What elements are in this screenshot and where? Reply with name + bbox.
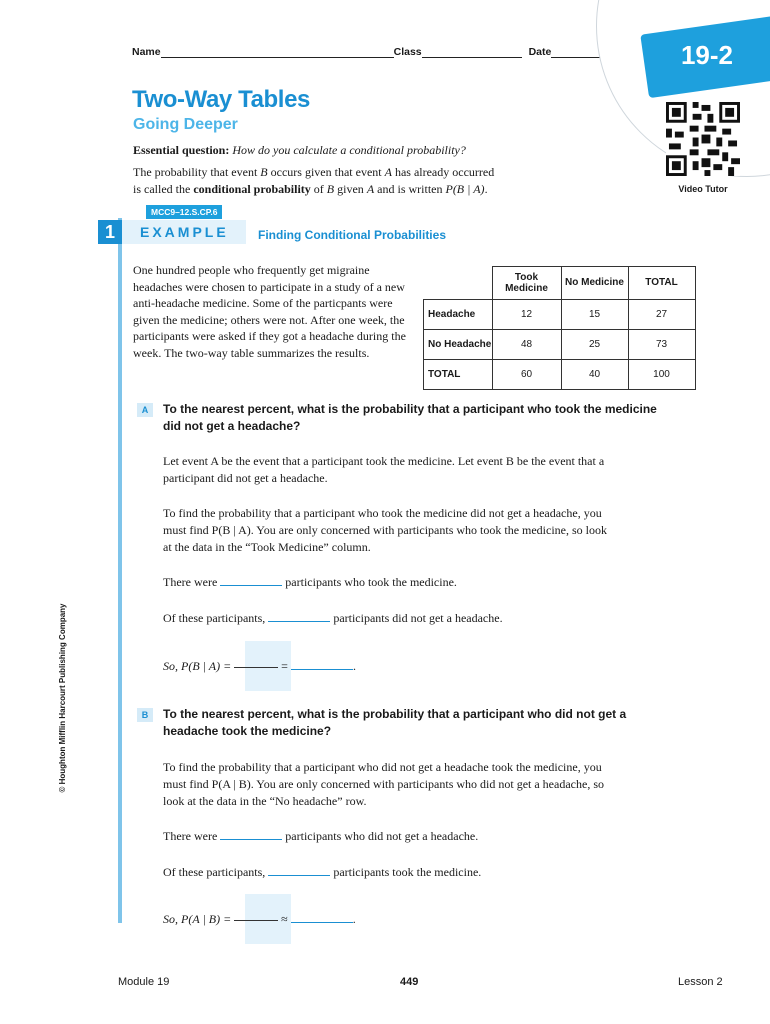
class-label: Class (393, 46, 422, 58)
line-text: Of these participants, (163, 611, 266, 625)
answer-blank[interactable] (220, 829, 282, 840)
part-a-line-2 (163, 610, 613, 627)
intro-paragraph (133, 164, 573, 198)
intro-text: of (310, 182, 327, 196)
page-title: Two-Way Tables (132, 86, 310, 113)
example-label: EXAMPLE (140, 224, 229, 240)
footer-page-number: 449 (400, 976, 419, 988)
table-cell: 15 (561, 299, 628, 329)
table-row (424, 329, 696, 359)
footer-module: Module 19 (118, 976, 170, 988)
part-a-find-text: To find the probability that a participant who took the medicine did not get a headache, you must find P(B | A). You are only concerned with participants who took the medicine, so look at the data in the “Took Medicine” column. (163, 506, 608, 554)
relation-symbol: ≈ (281, 912, 288, 926)
table-corner (424, 267, 492, 296)
name-label: Name (132, 46, 161, 58)
lesson-badge: 19-2 (680, 40, 734, 70)
line-text: . (352, 912, 356, 926)
intro-text: and is written (374, 182, 446, 196)
intro-text: . (484, 182, 488, 196)
var-a: A (366, 182, 375, 196)
col-header-no-medicine: No Medicine (561, 267, 628, 300)
name-field[interactable] (161, 46, 394, 58)
part-b-find-text: To find the probability that a participant who did not get a headache took the medicine, you must find P(A | B). You are only concerned with participants who did not get a headache, so look at the data in the “No headache” row. (163, 760, 604, 808)
essential-text: How do you calculate a conditional probability? (232, 143, 466, 157)
part-b-result (163, 911, 613, 928)
line-text: There were (163, 829, 218, 843)
two-way-table (423, 266, 696, 390)
part-a-let-text: Let event A be the event that a participant took the medicine. Let event B be the event that a participant did not get a headache. (163, 454, 605, 485)
intro-text: The probability that event (133, 165, 261, 179)
intro-text: given (334, 182, 367, 196)
var-b: B (260, 165, 268, 179)
row-header: TOTAL (424, 359, 493, 389)
video-tutor-label[interactable]: Video Tutor (678, 184, 728, 194)
footer-lesson: Lesson 2 (678, 976, 723, 988)
part-a-question: To the nearest percent, what is the probability that a participant who took the medicine did not get a headache? (163, 402, 657, 433)
line-text: . (352, 659, 356, 673)
line-text: participants who did not get a headache. (285, 829, 479, 843)
answer-blank[interactable] (291, 912, 353, 923)
fraction-bar (234, 667, 278, 668)
table-cell: 27 (628, 299, 695, 329)
essential-label: Essential question: (133, 143, 230, 157)
table-cell: 60 (492, 359, 561, 389)
line-text: Of these participants, (163, 865, 266, 879)
table-row (424, 359, 696, 389)
intro-text: is called the (133, 182, 194, 196)
part-b-line-1 (163, 828, 613, 845)
part-a-label: A (137, 403, 153, 417)
table-cell: 48 (492, 329, 561, 359)
part-b-label: B (137, 708, 153, 722)
answer-blank[interactable] (291, 659, 353, 670)
line-text: participants took the medicine. (333, 865, 482, 879)
key-term: conditional probability (193, 182, 311, 196)
row-header: No Headache (424, 329, 493, 359)
notation: P(B | A) (445, 182, 485, 196)
col-header-total: TOTAL (628, 267, 695, 300)
part-b-line-2 (163, 864, 613, 881)
answer-blank[interactable] (220, 575, 282, 586)
line-text: participants did not get a headache. (333, 611, 503, 625)
table-cell: 25 (561, 329, 628, 359)
var-a: A (384, 165, 392, 179)
copyright-notice: © Houghton Mifflin Harcourt Publishing Company (58, 603, 67, 793)
table-cell: 12 (492, 299, 561, 329)
standard-tag: MCC9–12.S.CP.6 (146, 205, 222, 219)
example-side-bar (118, 218, 122, 923)
date-label: Date (528, 46, 552, 58)
answer-blank[interactable] (268, 611, 330, 622)
part-b-question: To the nearest percent, what is the probability that a participant who did not get a headache took the medicine? (163, 707, 627, 738)
fraction-bar (234, 920, 278, 921)
qr-code-icon[interactable] (666, 102, 740, 176)
table-cell: 40 (561, 359, 628, 389)
intro-text: has already occurred (391, 165, 495, 179)
answer-blank[interactable] (268, 865, 330, 876)
result-prefix: So, P(A | B) = (163, 912, 232, 926)
example-title: Finding Conditional Probabilities (258, 228, 446, 242)
class-field[interactable] (422, 46, 522, 58)
table-cell: 100 (628, 359, 695, 389)
table-cell: 73 (628, 329, 695, 359)
intro-text: occurs given that event (267, 165, 385, 179)
line-text: participants who took the medicine. (285, 575, 457, 589)
col-header-took-medicine: Took Medicine (492, 267, 561, 300)
result-prefix: So, P(B | A) = (163, 659, 232, 673)
part-a-line-1 (163, 574, 613, 591)
row-header: Headache (424, 299, 493, 329)
relation-symbol: = (281, 659, 288, 673)
line-text: There were (163, 575, 218, 589)
table-row (424, 299, 696, 329)
example-number: 1 (98, 220, 122, 244)
var-b: B (326, 182, 335, 196)
scenario-paragraph: One hundred people who frequently get migraine headaches were chosen to participate in a study of a new anti-headache medicine. Some of the particpants were given the medicine; others were not. After one week, the participants were asked if they got a headache during the week. The two-way table summarizes the results. (133, 263, 406, 360)
part-a-result (163, 658, 613, 675)
essential-question (133, 143, 466, 158)
page-subtitle: Going Deeper (133, 116, 238, 133)
student-info-header (132, 46, 628, 62)
